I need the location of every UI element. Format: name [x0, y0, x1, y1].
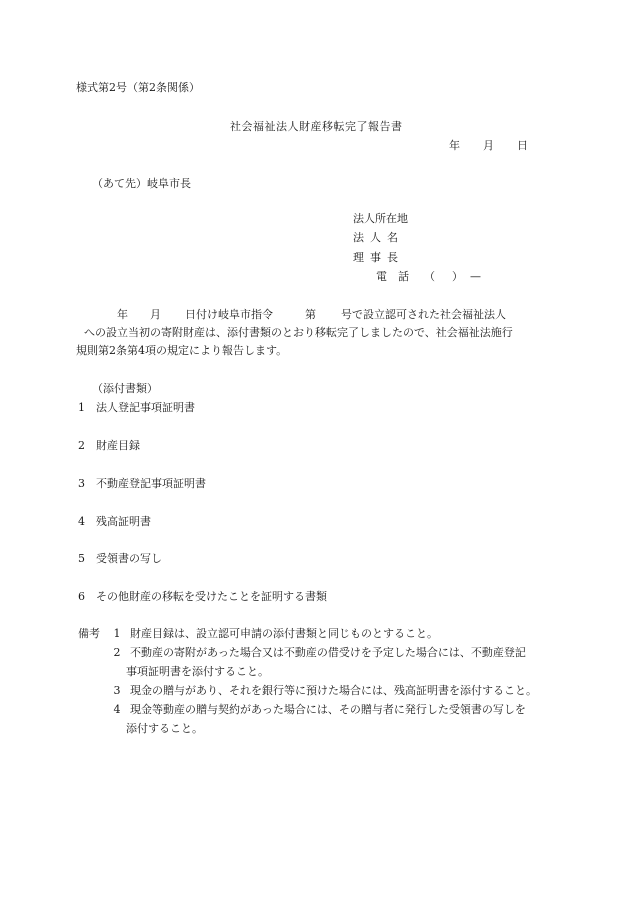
- phone-paren-close: ）: [452, 270, 463, 283]
- body-paragraph-line: 規則第2条第4項の規定により報告します。: [76, 344, 288, 357]
- notes-label: 備考: [78, 627, 100, 640]
- corporation-address-label: 法人所在地: [353, 212, 408, 225]
- attachment-item: [78, 591, 327, 602]
- date-month-label: 月: [483, 139, 494, 152]
- attachment-label: 不動産登記事項証明書: [96, 477, 206, 490]
- phone-dash: —: [470, 270, 481, 283]
- form-number: 様式第2号（第2条関係）: [76, 81, 200, 94]
- attachment-number: 4: [78, 515, 85, 528]
- note-text: 現金の贈与があり、それを銀行等に預けた場合には、残高証明書を添付すること。: [130, 684, 537, 697]
- phone-label: 電 話: [376, 270, 409, 283]
- attachment-item: [78, 516, 151, 527]
- note-text: 財産目録は、設立認可申請の添付書類と同じものとすること。: [130, 627, 438, 640]
- attachment-item: [78, 553, 162, 564]
- attachment-number: 6: [78, 590, 85, 603]
- note-text: 不動産の寄附があった場合又は不動産の借受けを予定した場合には、不動産登記: [130, 646, 526, 659]
- attachment-number: 1: [78, 401, 85, 414]
- attachment-item: [78, 440, 140, 451]
- attachment-label: その他財産の移転を受けたことを証明する書類: [96, 590, 327, 603]
- note-text: 添付すること。: [126, 722, 203, 735]
- note-text: 事項証明書を添付すること。: [126, 665, 269, 678]
- phone-paren-open: （: [424, 270, 435, 283]
- attachment-label: 財産目録: [96, 439, 140, 452]
- chairperson-label: 理事長: [353, 251, 404, 264]
- note-number: 2: [113, 646, 121, 659]
- body-number-label: 第: [305, 308, 316, 321]
- attachment-item: [78, 402, 195, 413]
- attachment-label: 残高証明書: [96, 515, 151, 528]
- corporation-name-label: 法人名: [353, 231, 404, 244]
- body-directive-text: 日付け岐阜市指令: [185, 308, 273, 321]
- attachment-label: 受領書の写し: [96, 552, 162, 565]
- document-title: 社会福祉法人財産移転完了報告書: [230, 120, 403, 133]
- attachment-item: [78, 478, 206, 489]
- body-approval-text: 号で設立認可された社会福祉法人: [341, 308, 506, 321]
- body-paragraph-line: への設立当初の寄附財産は、添付書類のとおり移転完了しましたので、社会福祉法施行: [84, 326, 513, 339]
- note-number: 4: [113, 703, 121, 716]
- note-number: 3: [113, 684, 121, 697]
- attachments-heading: （添付書類）: [92, 382, 158, 395]
- date-year-label: 年: [449, 139, 460, 152]
- date-day-label: 日: [517, 139, 528, 152]
- body-month-label: 月: [150, 308, 161, 321]
- body-year-label: 年: [117, 308, 128, 321]
- attachment-number: 5: [78, 552, 85, 565]
- note-number: 1: [113, 627, 121, 640]
- addressee: （あて先）岐阜市長: [92, 177, 191, 190]
- attachment-number: 2: [78, 439, 85, 452]
- attachment-label: 法人登記事項証明書: [96, 401, 195, 414]
- attachment-number: 3: [78, 477, 85, 490]
- note-text: 現金等動産の贈与契約があった場合には、その贈与者に発行した受領書の写しを: [130, 703, 526, 716]
